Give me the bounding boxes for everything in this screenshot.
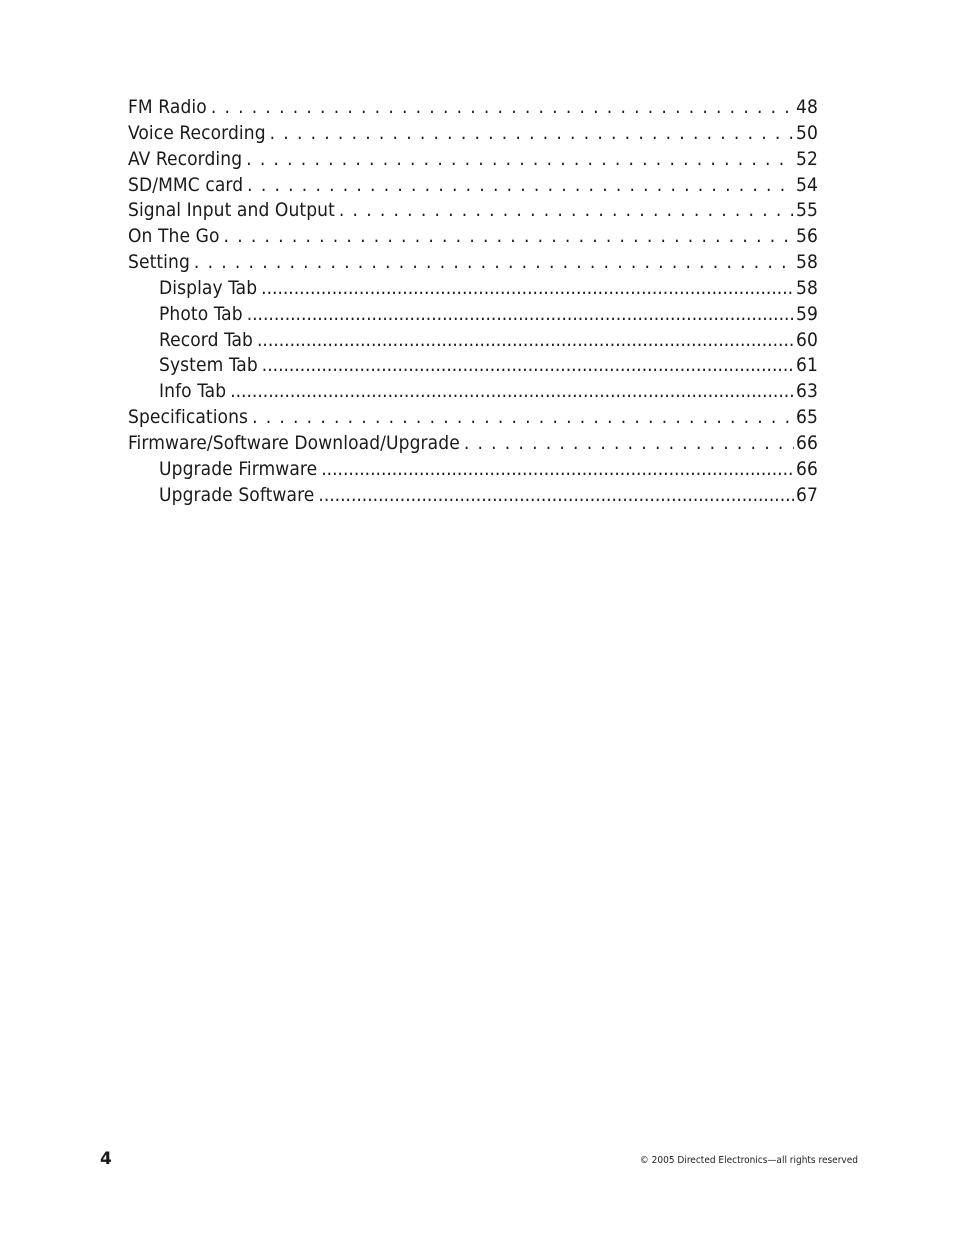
dot-leader xyxy=(318,484,794,506)
toc-entry-title: Upgrade Software xyxy=(159,483,315,506)
toc-entry-page: 50 xyxy=(796,121,818,144)
dot-leader xyxy=(224,225,795,247)
table-of-contents xyxy=(128,96,818,510)
toc-entry[interactable] xyxy=(128,148,818,174)
toc-entry-page: 66 xyxy=(796,431,818,454)
dot-leader xyxy=(321,458,794,480)
dot-leader xyxy=(230,380,794,402)
toc-entry-page: 58 xyxy=(796,276,818,299)
toc-entry-page: 67 xyxy=(796,483,818,506)
toc-entry-page: 63 xyxy=(796,380,818,403)
dot-leader xyxy=(257,329,794,351)
toc-subentry[interactable] xyxy=(128,329,818,355)
toc-entry[interactable] xyxy=(128,174,818,200)
toc-entry-title: AV Recording xyxy=(128,147,243,170)
toc-entry[interactable] xyxy=(128,122,818,148)
dot-leader xyxy=(194,251,794,273)
toc-subentry[interactable] xyxy=(128,458,818,484)
dot-leader xyxy=(261,277,794,299)
toc-subentry[interactable] xyxy=(128,354,818,380)
dot-leader xyxy=(339,199,794,221)
toc-entry[interactable] xyxy=(128,225,818,251)
toc-entry-title: Info Tab xyxy=(159,380,227,403)
dot-leader xyxy=(270,122,794,144)
toc-entry-page: 52 xyxy=(796,147,818,170)
toc-entry[interactable] xyxy=(128,199,818,225)
toc-entry[interactable] xyxy=(128,406,818,432)
toc-entry-page: 56 xyxy=(796,225,818,248)
toc-subentry[interactable] xyxy=(128,303,818,329)
toc-entry-title: Voice Recording xyxy=(128,121,266,144)
toc-entry-page: 58 xyxy=(796,251,818,274)
toc-entry-title: FM Radio xyxy=(128,96,207,118)
dot-leader xyxy=(464,432,794,454)
dot-leader xyxy=(211,96,794,118)
toc-entry-title: Upgrade Firmware xyxy=(159,457,318,480)
toc-entry-page: 60 xyxy=(796,328,818,351)
dot-leader xyxy=(252,406,794,428)
toc-entry[interactable] xyxy=(128,432,818,458)
toc-entry-title: Setting xyxy=(128,251,190,274)
toc-entry-page: 59 xyxy=(796,302,818,325)
toc-entry-title: SD/MMC card xyxy=(128,173,244,196)
toc-subentry[interactable] xyxy=(128,380,818,406)
copyright-notice: © 2005 Directed Electronics—all rights reserved xyxy=(639,1155,858,1166)
toc-entry-title: On The Go xyxy=(128,225,220,248)
toc-entry-title: System Tab xyxy=(159,354,258,377)
toc-entry-title: Firmware/Software Download/Upgrade xyxy=(128,431,460,454)
toc-entry[interactable] xyxy=(128,251,818,277)
toc-entry-page: 61 xyxy=(796,354,818,377)
toc-entry[interactable] xyxy=(128,96,818,122)
toc-entry-title: Photo Tab xyxy=(159,302,243,325)
toc-entry-title: Specifications xyxy=(128,406,249,429)
toc-subentry[interactable] xyxy=(128,484,818,510)
dot-leader xyxy=(246,148,794,170)
toc-entry-page: 66 xyxy=(796,457,818,480)
page-number: 4 xyxy=(100,1149,112,1169)
dot-leader xyxy=(247,303,794,325)
toc-entry-title: Record Tab xyxy=(159,328,253,351)
toc-entry-title: Signal Input and Output xyxy=(128,199,335,222)
dot-leader xyxy=(262,354,794,376)
toc-entry-title: Display Tab xyxy=(159,276,258,299)
toc-entry-page: 65 xyxy=(796,406,818,429)
toc-entry-page: 55 xyxy=(796,199,818,222)
toc-subentry[interactable] xyxy=(128,277,818,303)
dot-leader xyxy=(247,174,794,196)
toc-entry-page: 48 xyxy=(796,96,818,118)
toc-entry-page: 54 xyxy=(796,173,818,196)
